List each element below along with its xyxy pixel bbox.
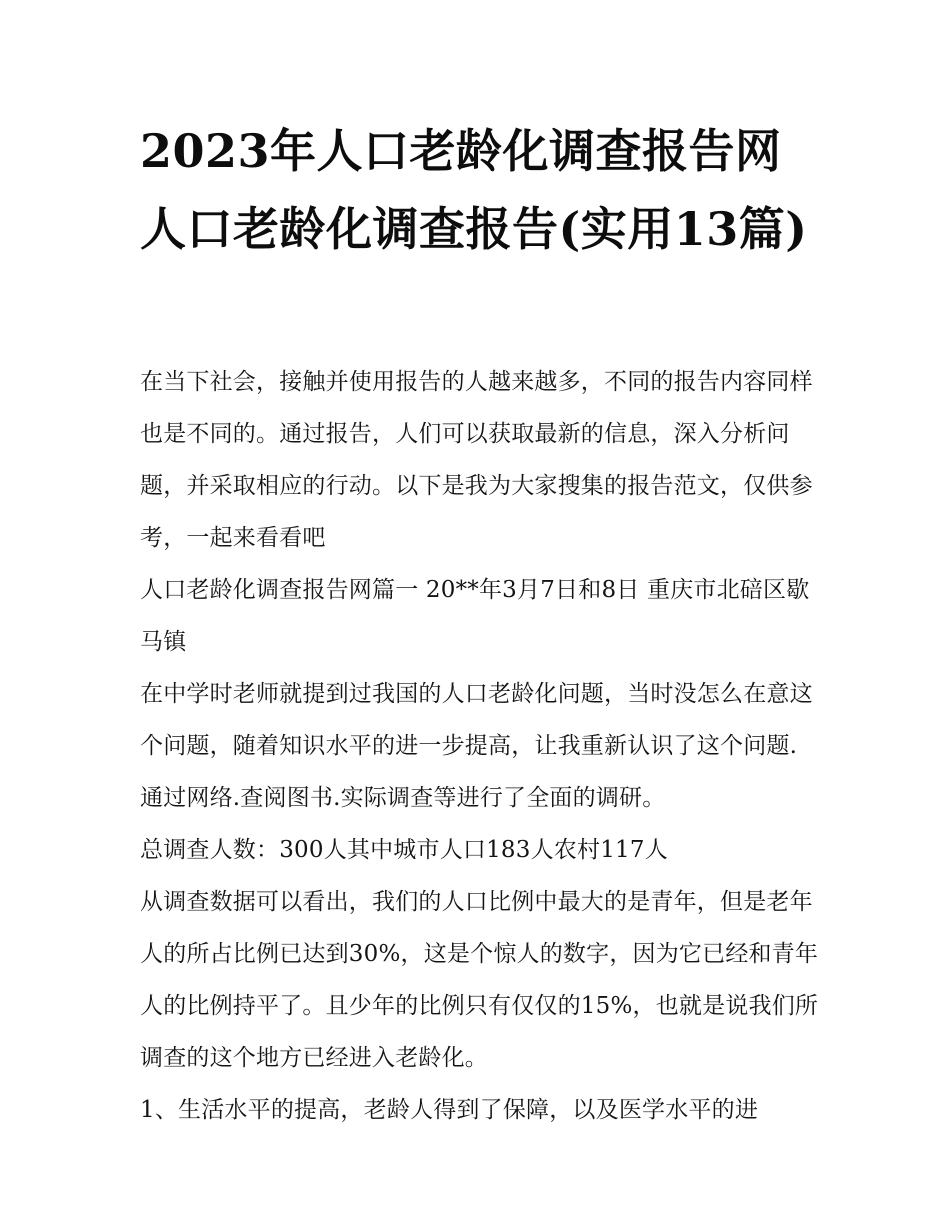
paragraph-survey-count: 总调查人数：300人其中城市人口183人农村117人	[140, 837, 668, 863]
paragraph-reason-1: 1、生活水平的提高，老龄人得到了保障，以及医学水平的进	[140, 1097, 759, 1123]
document-title: 2023年人口老龄化调查报告网人口老龄化调查报告(实用13篇)	[140, 124, 808, 256]
paragraph-section-heading: 人口老龄化调查报告网篇一 20**年3月7日和8日 重庆市北碚区歇马镇	[140, 577, 810, 655]
paragraph-analysis: 从调查数据可以看出，我们的人口比例中最大的是青年，但是老年人的所占比例已达到30%，这是个惊人的数字，因为它已经和青年人的比例持平了。且少年的比例只有仅仅的15%，也就是说我们所调查的这个地方已经进入老龄化。	[140, 889, 819, 1071]
paragraph-intro: 在当下社会，接触并使用报告的人越来越多，不同的报告内容同样也是不同的。通过报告，人们可以获取最新的信息，深入分析问题，并采取相应的行动。以下是我为大家搜集的报告范文，仅供参考，一起来看看吧	[140, 369, 813, 551]
paragraph-background: 在中学时老师就提到过我国的人口老龄化问题，当时没怎么在意这个问题，随着知识水平的进一步提高，让我重新认识了这个问题.通过网络.查阅图书.实际调查等进行了全面的调研。	[140, 681, 813, 811]
document-body	[140, 356, 820, 1136]
